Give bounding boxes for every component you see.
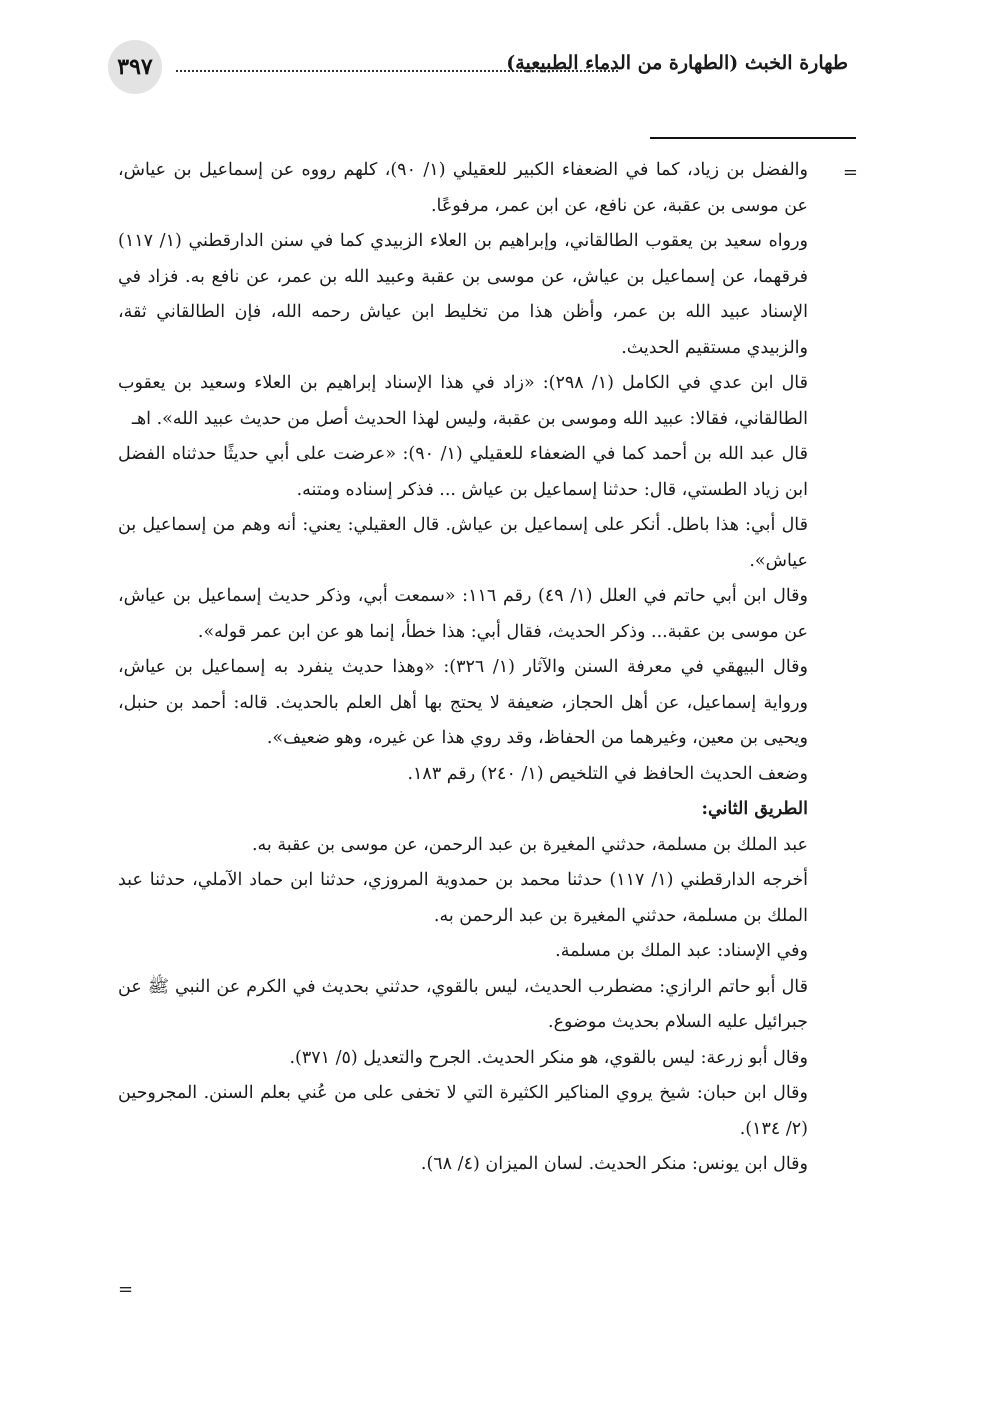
running-title: طهارة الخبث (الطهارة من الدماء الطبيعية) bbox=[506, 52, 848, 74]
paragraph: وضعف الحديث الحافظ في التلخيص (١/ ٢٤٠) رقم ١٨٣. bbox=[407, 763, 808, 784]
continuation-mark-top: = bbox=[842, 162, 858, 183]
footnote-body bbox=[118, 153, 808, 1183]
continuation-mark-bottom: = bbox=[118, 1279, 134, 1300]
page-number-badge: ٣٩٧ bbox=[108, 40, 162, 94]
paragraph: قال أبو حاتم الرازي: مضطرب الحديث، ليس بالقوي، حدثني بحديث في الكرم عن النبي ﷺ عن جبرائيل عليه السلام بحديث موضوع. bbox=[118, 976, 808, 1032]
paragraph: ورواه سعيد بن يعقوب الطالقاني، وإبراهيم بن العلاء الزبيدي كما في سنن الدارقطني (١/ ١١٧) فرقهما، عن إسماعيل بن عياش، عن موسى بن عقبة وعبيد الله بن عمر، عن نافع به. فزاد في الإسناد عبيد الله بن عمر، وأظن هذا من تخليط ابن عياش رحمه الله، فإن الطالقاني ثقة، والزبيدي مستقيم الحديث. bbox=[118, 231, 808, 358]
paragraph: والفضل بن زياد، كما في الضعفاء الكبير للعقيلي (١/ ٩٠)، كلهم رووه عن إسماعيل بن عياش، عن موسى بن عقبة، عن نافع، عن ابن عمر، مرفوعًا. bbox=[118, 160, 808, 216]
paragraph: وفي الإسناد: عبد الملك بن مسلمة. bbox=[555, 941, 808, 961]
paragraph: وقال ابن أبي حاتم في العلل (١/ ٤٩) رقم ١١٦: «سمعت أبي، وذكر حديث إسماعيل بن عياش، عن موسى بن عقبة... وذكر الحديث، فقال أبي: هذا خطأ، إنما هو عن ابن عمر قوله». bbox=[118, 586, 808, 642]
paragraph: أخرجه الدارقطني (١/ ١١٧) حدثنا محمد بن حمدوية المروزي، حدثنا ابن حماد الآملي، حدثنا عبد الملك بن مسلمة، حدثني المغيرة بن عبد الرحمن به. bbox=[118, 870, 808, 926]
paragraph: وقال ابن حبان: شيخ يروي المناكير الكثيرة التي لا تخفى على من عُني بعلم السنن. المجروحين (٢/ ١٣٤). bbox=[118, 1083, 808, 1139]
paragraph: قال عبد الله بن أحمد كما في الضعفاء للعقيلي (١/ ٩٠): «عرضت على أبي حديثًا حدثناه الفضل ابن زياد الطستي، قال: حدثنا إسماعيل بن عياش ... فذكر إسناده ومتنه. bbox=[118, 444, 808, 500]
page-header bbox=[108, 40, 848, 96]
paragraph: قال ابن عدي في الكامل (١/ ٢٩٨): «زاد في هذا الإسناد إبراهيم بن العلاء وسعيد بن يعقوب الطالقاني، فقالا: عبيد الله وموسى بن عقبة، وليس لهذا الحديث أصل من حديث عبيد الله». اهـ bbox=[118, 373, 809, 429]
section-heading: الطريق الثاني: bbox=[701, 799, 808, 819]
footnote-separator-rule bbox=[650, 137, 856, 139]
paragraph: عبد الملك بن مسلمة، حدثني المغيرة بن عبد الرحمن، عن موسى بن عقبة به. bbox=[251, 834, 808, 855]
paragraph: وقال ابن يونس: منكر الحديث. لسان الميزان (٤/ ٦٨). bbox=[420, 1154, 808, 1174]
paragraph: وقال البيهقي في معرفة السنن والآثار (١/ ٣٢٦): «وهذا حديث ينفرد به إسماعيل بن عياش، ورواية إسماعيل، عن أهل الحجاز، ضعيفة لا يحتج بها أهل العلم بالحديث. قاله: أحمد بن حنبل، ويحيى بن معين، وغيرهما من الحفاظ، وقد روي هذا عن غيره، وهو ضعيف». bbox=[118, 657, 808, 748]
paragraph: وقال أبو زرعة: ليس بالقوي، هو منكر الحديث. الجرح والتعديل (٥/ ٣٧١). bbox=[289, 1047, 808, 1068]
paragraph: قال أبي: هذا باطل. أنكر على إسماعيل بن عياش. قال العقيلي: يعني: أنه وهم من إسماعيل بن عياش». bbox=[118, 515, 808, 571]
